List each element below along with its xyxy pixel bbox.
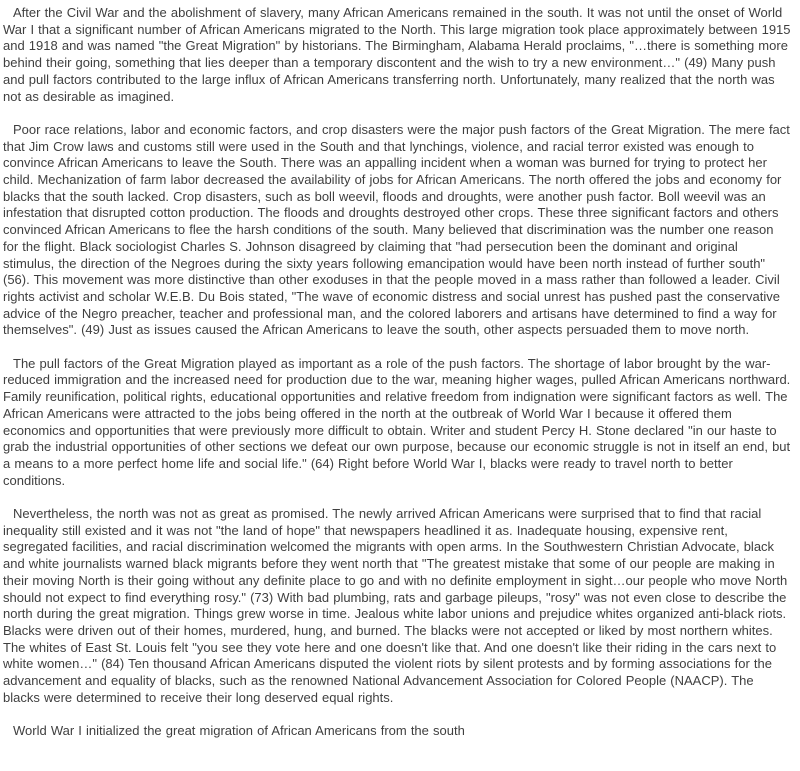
paragraph-north-reality: Nevertheless, the north was not as great as promised. The newly arrived African Americans were surprised that to find that racial inequality still existed and it was not "the land of hope" that newspapers headlined it as. Inadequate housing, expensive rent, segregated facilities, and racial discrimination welcomed the migrants with open arms. In the Southwestern Christian Advocate, black and white journalists warned black migrants before they went north that "The greatest mistake that some of our people are making in their moving North is their going without any definite place to go and with no definite employment in sight…our people who move North should not expect to find everything rosy." (73) With bad plumbing, rats and garbage pileups, "rosy" was not even close to describe the north during the great migration. Things grew worse in time. Jealous white labor unions and prejudice whites organized anti-black riots. Blacks were driven out of their homes, murdered, hung, and burned. The blacks were not accepted or liked by most northern whites. The whites of East St. Louis felt "you see they vote here and one doesn't like that. And one doesn't like their riding in the cars next to white women…" (84) Ten thousand African Americans disputed the violent riots by silent protests and by forming associations for the advancement and equality of blacks, such as the renowned National Advancement Association for Colored People (NAACP). The blacks were determined to receive their long deserved equal rights. <box>3 506 788 705</box>
paragraph-pull-factors: The pull factors of the Great Migration played as important as a role of the push factors. The shortage of labor brought by the war-reduced immigration and the increased need for production due to the war, meaning higher wages, pulled African Americans northward. Family reunification, political rights, educational opportunities and relative freedom from indignation were significant factors as well. The African Americans were attracted to the jobs being offered in the north at the outbreak of World War I because it offered them economics and opportunities that were previously more difficult to obtain. Writer and student Percy H. Stone declared "in our haste to grab the industrial opportunities of other sections we defeat our own purpose, because our economic struggle is not in itself an end, but a means to a more perfect home life and social life." (64) Right before World War I, blacks were ready to travel north to better conditions. <box>3 355 791 488</box>
paragraph-conclusion: World War I initialized the great migration of African Americans from the south <box>13 723 465 739</box>
paragraph-intro: After the Civil War and the abolishment of slavery, many African Americans remained in the south. It was not until the onset of World War I that a significant number of African Americans migrated to the North. This large migration took place approximately between 1915 and 1918 and was named "the Great Migration" by historians. The Birmingham, Alabama Herald proclaims, "…there is something more behind their going, something that lies deeper than a temporary discontent and the wish to try a new environment…" (49) Many push and pull factors contributed to the large influx of African Americans transferring north. Unfortunately, many realized that the north was not as desirable as imagined. <box>3 5 791 104</box>
paragraph-push-factors: Poor race relations, labor and economic factors, and crop disasters were the major push factors of the Great Migration. The mere fact that Jim Crow laws and customs still were used in the South and that lynchings, violence, and racial terror existed was enough to convince African Americans to leave the South. There was an appalling incident when a woman was burned for trying to protect her child. Mechanization of farm labor decreased the availability of jobs for African Americans. The north offered the jobs and economy for blacks that the south lacked. Crop disasters, such as boll weevil, floods and droughts, were another push factor. Boll weevil was an infestation that disrupted cotton production. The floods and droughts destroyed other crops. These three significant factors and others convinced African Americans to flee the harsh conditions of the south. Many believed that discrimination was the number one reason for the flight. Black sociologist Charles S. Johnson disagreed by claiming that "had persecution been the dominant and original stimulus, the direction of the Negroes during the sixty years following emancipation would have been north instead of further south" (56). This movement was more distinctive than other exoduses in that the people moved in a mass rather than followed a leader. Civil rights activist and scholar W.E.B. Du Bois stated, "The wave of economic distress and social unrest has pushed past the conservative advice of the Negro preacher, teacher and professional man, and the colored laborers and artisans have determined to find a way for themselves". (49) Just as issues caused the African Americans to leave the south, other aspects persuaded them to move north. <box>3 121 790 338</box>
